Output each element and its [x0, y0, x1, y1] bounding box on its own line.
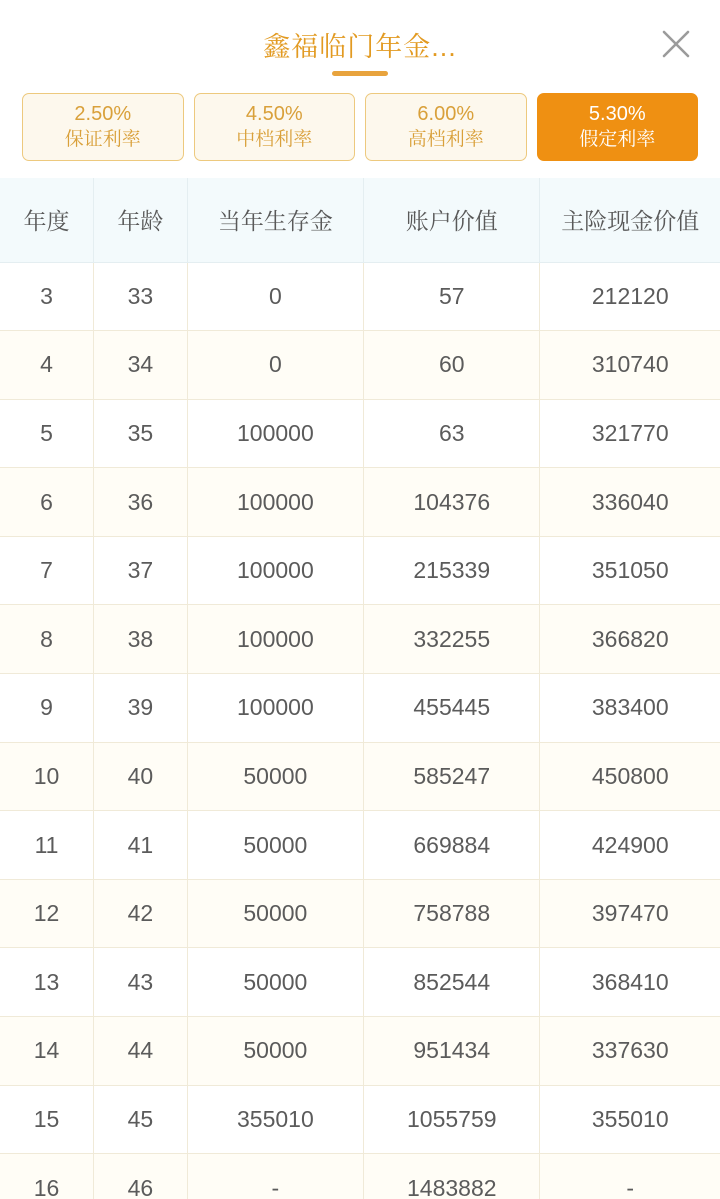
- cell-cash-value: 368410: [540, 948, 720, 1017]
- column-header-age: 年龄: [94, 178, 188, 262]
- cell-year: 10: [0, 742, 94, 811]
- table-row: [0, 605, 720, 674]
- rate-tab-guaranteed[interactable]: [22, 93, 184, 161]
- cell-survival-benefit: 100000: [187, 468, 363, 537]
- cell-year: 14: [0, 1017, 94, 1086]
- table-row: [0, 468, 720, 537]
- cell-year: 11: [0, 811, 94, 880]
- cell-cash-value: 321770: [540, 399, 720, 468]
- cell-cash-value: 212120: [540, 262, 720, 331]
- rate-tab-bar: [0, 88, 720, 166]
- cell-age: 33: [94, 262, 188, 331]
- cell-account-value: 758788: [364, 879, 540, 948]
- cell-account-value: 852544: [364, 948, 540, 1017]
- table-row: [0, 1017, 720, 1086]
- cell-year: 6: [0, 468, 94, 537]
- cell-account-value: 332255: [364, 605, 540, 674]
- cell-age: 44: [94, 1017, 188, 1086]
- table-row: [0, 262, 720, 331]
- table-row: [0, 674, 720, 743]
- table-row: [0, 1085, 720, 1154]
- cell-account-value: 60: [364, 331, 540, 400]
- cell-cash-value: 383400: [540, 674, 720, 743]
- cell-account-value: 951434: [364, 1017, 540, 1086]
- table-body: [0, 262, 720, 1199]
- cell-account-value: 1483882: [364, 1154, 540, 1199]
- benefit-table: [0, 178, 720, 1199]
- cell-survival-benefit: 50000: [187, 879, 363, 948]
- cell-survival-benefit: 100000: [187, 536, 363, 605]
- cell-year: 9: [0, 674, 94, 743]
- cell-account-value: 455445: [364, 674, 540, 743]
- cell-survival-benefit: 50000: [187, 742, 363, 811]
- cell-account-value: 669884: [364, 811, 540, 880]
- cell-account-value: 63: [364, 399, 540, 468]
- cell-survival-benefit: 50000: [187, 1017, 363, 1086]
- table-row: [0, 331, 720, 400]
- table-header-row: [0, 178, 720, 262]
- rate-tab-label: 高档利率: [407, 128, 484, 150]
- cell-cash-value: 310740: [540, 331, 720, 400]
- page-header: [0, 0, 720, 88]
- rate-tab-value: 2.50%: [74, 103, 132, 126]
- cell-cash-value: -: [540, 1154, 720, 1199]
- cell-account-value: 1055759: [364, 1085, 540, 1154]
- column-header-cash-value: 主险现金价值: [540, 178, 720, 262]
- cell-age: 36: [94, 468, 188, 537]
- column-header-year: 年度: [0, 178, 94, 262]
- table-row: [0, 948, 720, 1017]
- cell-survival-benefit: 50000: [187, 811, 363, 880]
- rate-tab-label: 保证利率: [64, 128, 141, 150]
- close-icon: [659, 27, 693, 61]
- cell-cash-value: 355010: [540, 1085, 720, 1154]
- cell-survival-benefit: 100000: [187, 674, 363, 743]
- cell-year: 3: [0, 262, 94, 331]
- column-header-survival-benefit: 当年生存金: [187, 178, 363, 262]
- table-row: [0, 879, 720, 948]
- cell-cash-value: 337630: [540, 1017, 720, 1086]
- cell-year: 7: [0, 536, 94, 605]
- cell-age: 42: [94, 879, 188, 948]
- cell-account-value: 104376: [364, 468, 540, 537]
- cell-survival-benefit: -: [187, 1154, 363, 1199]
- cell-age: 45: [94, 1085, 188, 1154]
- cell-survival-benefit: 50000: [187, 948, 363, 1017]
- page-title: 鑫福临门年金...: [263, 31, 457, 62]
- cell-survival-benefit: 100000: [187, 399, 363, 468]
- cell-cash-value: 424900: [540, 811, 720, 880]
- table-row: [0, 811, 720, 880]
- cell-survival-benefit: 0: [187, 262, 363, 331]
- cell-account-value: 57: [364, 262, 540, 331]
- table-row: [0, 536, 720, 605]
- cell-age: 39: [94, 674, 188, 743]
- cell-account-value: 215339: [364, 536, 540, 605]
- cell-age: 40: [94, 742, 188, 811]
- cell-year: 12: [0, 879, 94, 948]
- cell-year: 8: [0, 605, 94, 674]
- close-button[interactable]: [654, 22, 698, 66]
- table-row: [0, 399, 720, 468]
- rate-tab-mid[interactable]: [194, 93, 356, 161]
- cell-age: 46: [94, 1154, 188, 1199]
- cell-account-value: 585247: [364, 742, 540, 811]
- table-header: [0, 178, 720, 262]
- cell-survival-benefit: 0: [187, 331, 363, 400]
- rate-tab-label: 中档利率: [236, 128, 313, 150]
- rate-tab-value: 5.30%: [588, 103, 646, 126]
- cell-age: 43: [94, 948, 188, 1017]
- cell-age: 34: [94, 331, 188, 400]
- cell-year: 13: [0, 948, 94, 1017]
- cell-cash-value: 450800: [540, 742, 720, 811]
- cell-year: 15: [0, 1085, 94, 1154]
- cell-year: 5: [0, 399, 94, 468]
- cell-age: 38: [94, 605, 188, 674]
- rate-tab-assumed[interactable]: [537, 93, 699, 161]
- cell-age: 41: [94, 811, 188, 880]
- cell-age: 35: [94, 399, 188, 468]
- rate-tab-value: 4.50%: [245, 103, 303, 126]
- title-underline: [332, 71, 388, 76]
- cell-survival-benefit: 355010: [187, 1085, 363, 1154]
- rate-tab-value: 6.00%: [417, 103, 475, 126]
- column-header-account-value: 账户价值: [364, 178, 540, 262]
- rate-tab-label: 假定利率: [579, 128, 656, 150]
- cell-survival-benefit: 100000: [187, 605, 363, 674]
- cell-cash-value: 336040: [540, 468, 720, 537]
- table-row: [0, 742, 720, 811]
- cell-cash-value: 366820: [540, 605, 720, 674]
- cell-year: 4: [0, 331, 94, 400]
- benefit-table-container[interactable]: [0, 166, 720, 1199]
- cell-cash-value: 397470: [540, 879, 720, 948]
- cell-age: 37: [94, 536, 188, 605]
- cell-cash-value: 351050: [540, 536, 720, 605]
- rate-tab-high[interactable]: [365, 93, 527, 161]
- table-row: [0, 1154, 720, 1199]
- cell-year: 16: [0, 1154, 94, 1199]
